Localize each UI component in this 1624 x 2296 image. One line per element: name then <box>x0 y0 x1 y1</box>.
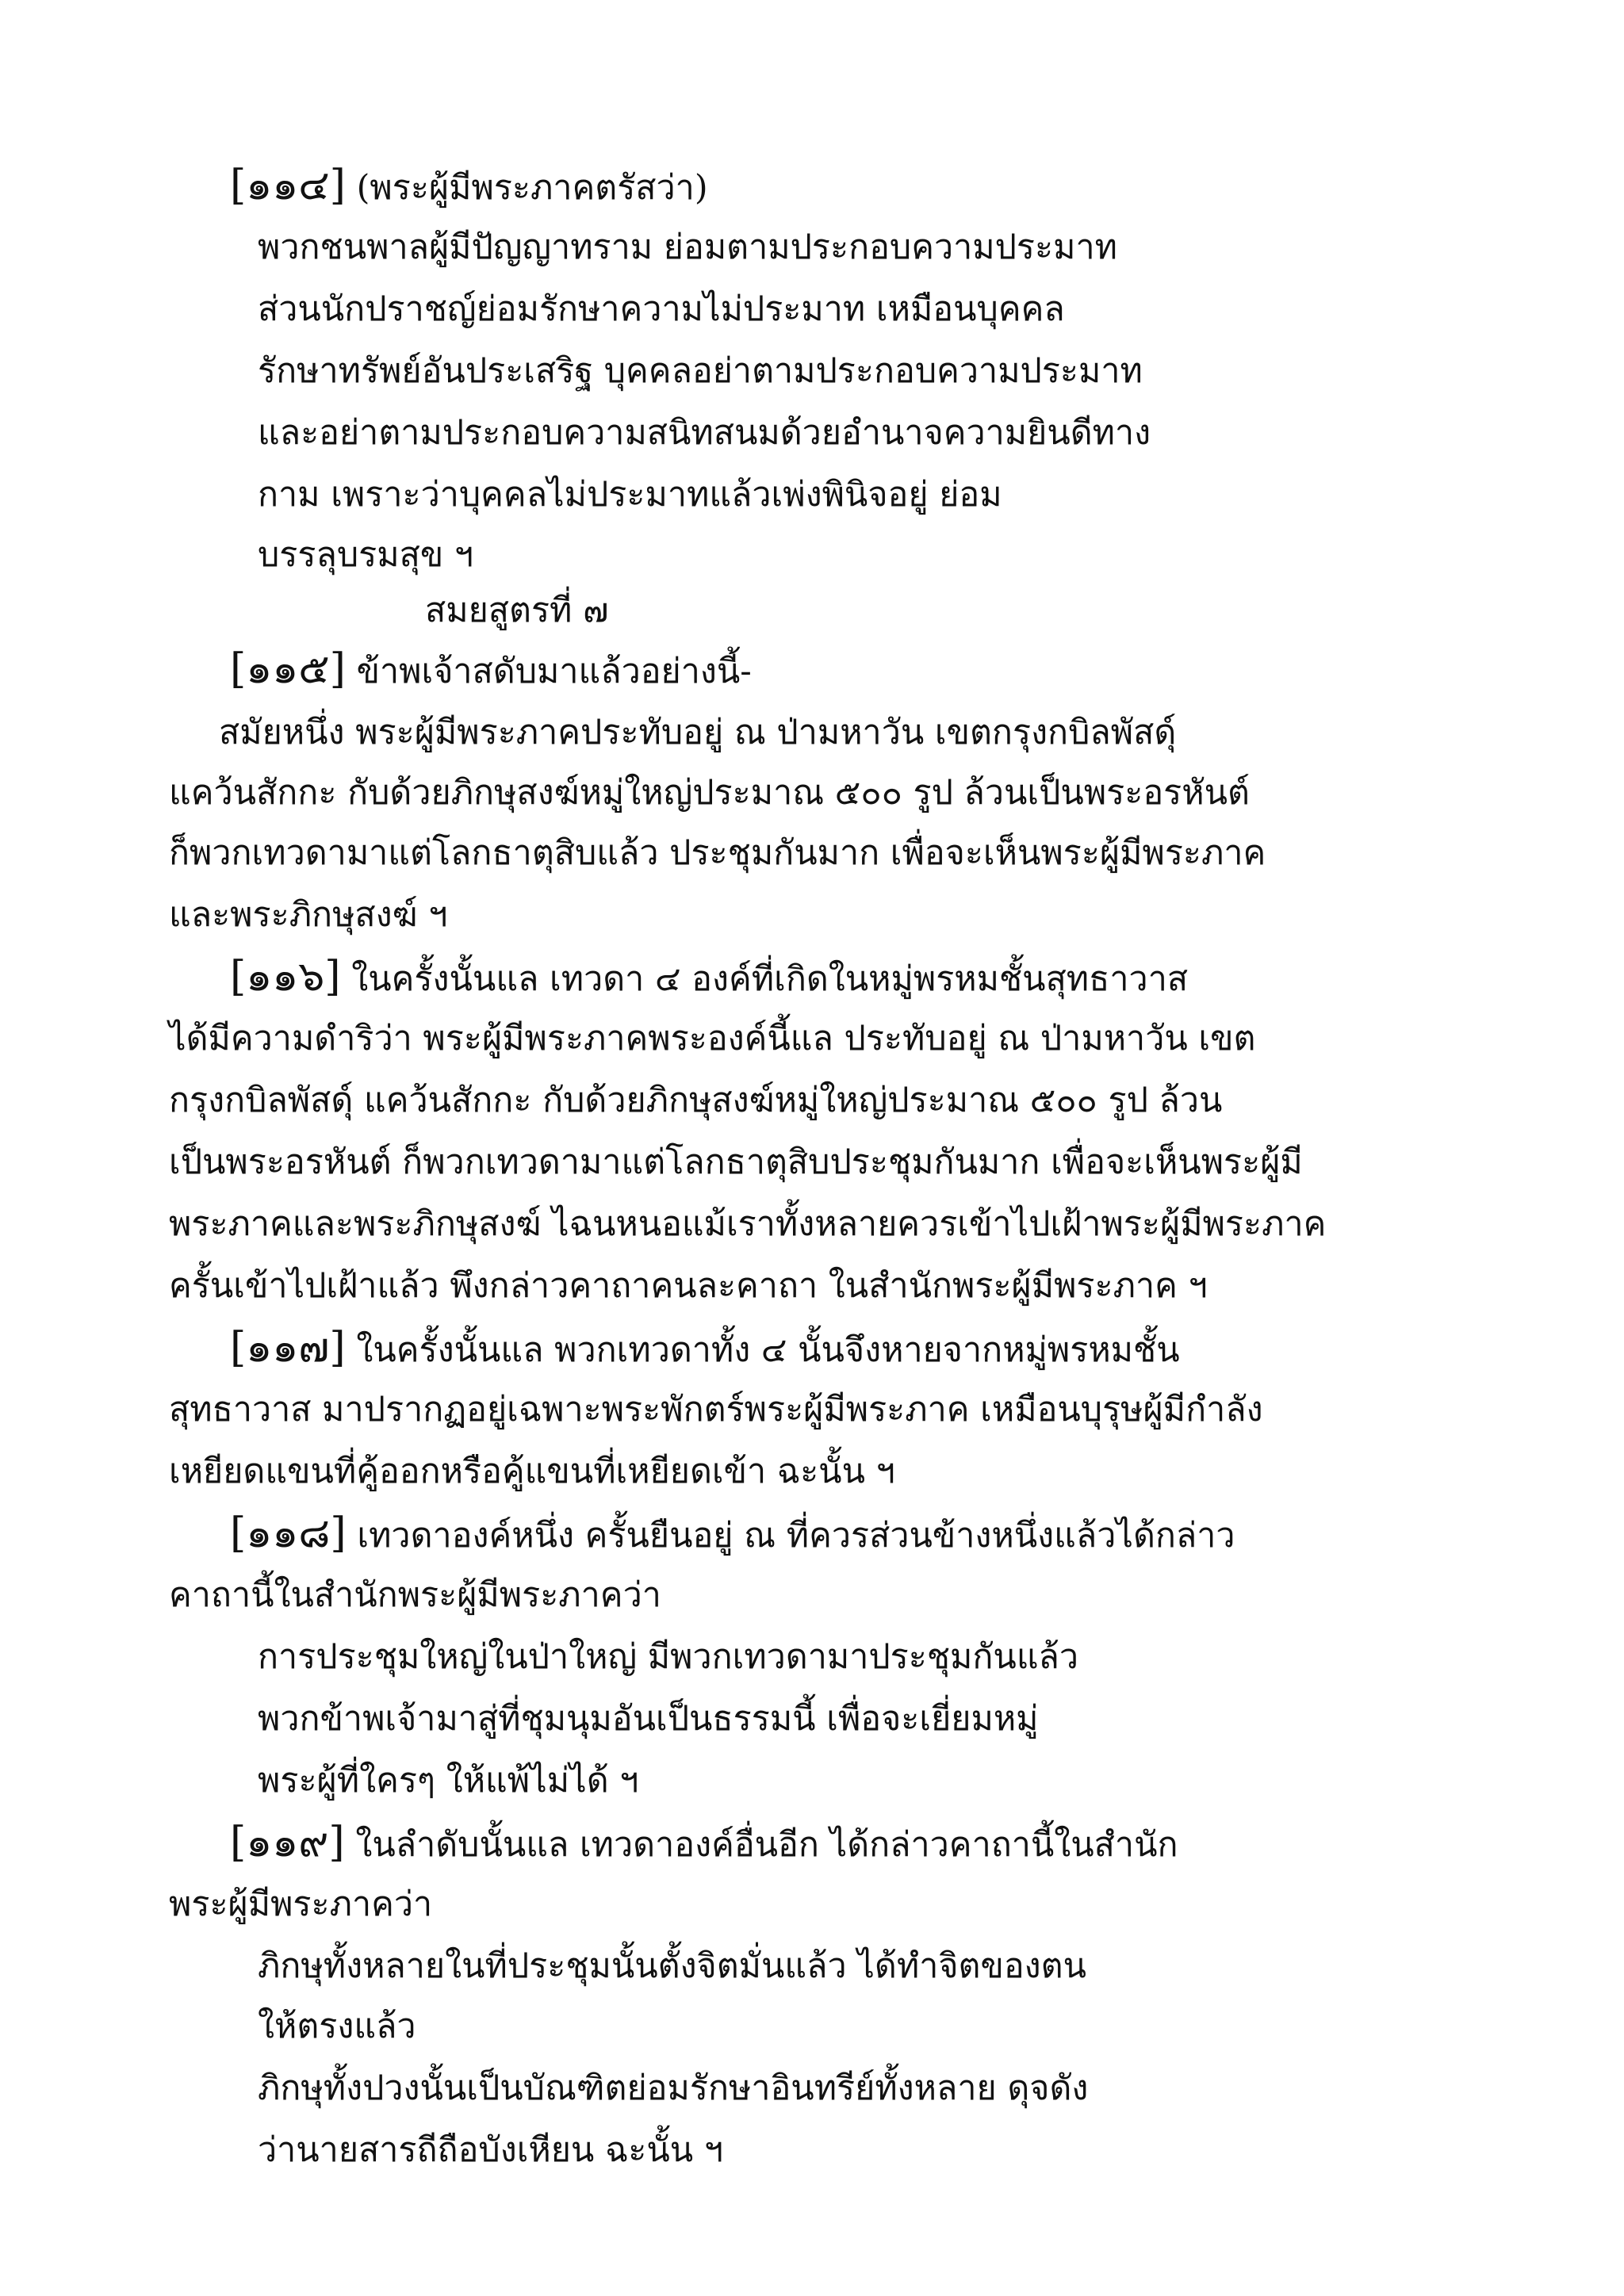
paragraph-118-text: เทวดาองค์หนึ่ง ครั้นยืนอยู่ ณ ที่ควรส่วนข้างหนึ่งแล้วได้กล่าว <box>346 1516 1235 1556</box>
paragraph-115-text: ข้าพเจ้าสดับมาแล้วอย่างนี้- <box>345 652 752 691</box>
paragraph-number-119: [๑๑๙] <box>230 1819 345 1866</box>
verse-line: พวกชนพาลผู้มีปัญญาทราม ย่อมตามประกอบความประมาท <box>258 228 1117 267</box>
paragraph-117-text: ในครั้งนั้นแล พวกเทวดาทั้ง ๔ นั้นจึงหายจากหมู่พรหมชั้น <box>345 1330 1180 1370</box>
body-line: ได้มีความดำริว่า พระผู้มีพระภาคพระองค์นี้แล ประทับอยู่ ณ ป่ามหาวัน เขต <box>169 1019 1256 1058</box>
paragraph-number-117: [๑๑๗] <box>230 1324 346 1372</box>
paragraph-117-heading <box>230 1319 1180 1379</box>
body-line: สมัยหนึ่ง พระผู้มีพระภาคประทับอยู่ ณ ป่ามหาวัน เขตกรุงกบิลพัสดุ์ <box>219 713 1177 752</box>
verse-line: พวกข้าพเจ้ามาสู่ที่ชุมนุมอันเป็นธรรมนี้ เพื่อจะเยี่ยมหมู่ <box>258 1699 1039 1739</box>
verse-line: รักษาทรัพย์อันประเสริฐ บุคคลอย่าตามประกอบความประมาท <box>258 351 1143 391</box>
verse-line: ให้ตรงแล้ว <box>258 2007 416 2046</box>
verse-line: ภิกษุทั้งหลายในที่ประชุมนั้นตั้งจิตมั่นแล้ว ได้ทำจิตของตน <box>258 1946 1086 1986</box>
body-line: สุทธาวาส มาปรากฏอยู่เฉพาะพระพักตร์พระผู้มีพระภาค เหมือนบุรุษผู้มีกำลัง <box>169 1390 1263 1429</box>
body-line: พระภาคและพระภิกษุสงฆ์ ไฉนหนอแม้เราทั้งหลายควรเข้าไปเฝ้าพระผู้มีพระภาค <box>169 1204 1327 1244</box>
paragraph-114-text: (พระผู้มีพระภาคตรัสว่า) <box>345 168 708 208</box>
paragraph-116-heading <box>230 948 1188 1008</box>
paragraph-119-heading <box>230 1814 1178 1873</box>
body-line: พระผู้มีพระภาคว่า <box>169 1885 433 1924</box>
paragraph-number-115: [๑๑๕] <box>230 645 346 693</box>
body-line: กรุงกบิลพัสดุ์ แคว้นสักกะ กับด้วยภิกษุสงฆ์หมู่ใหญ่ประมาณ ๕๐๐ รูป ล้วน <box>169 1081 1223 1120</box>
sutta-title: สมยสูตรที่ ๗ <box>425 591 609 630</box>
paragraph-118-heading <box>230 1505 1235 1564</box>
verse-line: การประชุมใหญ่ในป่าใหญ่ มีพวกเทวดามาประชุมกันแล้ว <box>258 1637 1079 1677</box>
verse-line: พระผู้ที่ใครๆ ให้แพ้ไม่ได้ ฯ <box>258 1761 639 1800</box>
verse-line: บรรลุบรมสุข ฯ <box>258 535 474 575</box>
body-line: และพระภิกษุสงฆ์ ฯ <box>169 895 448 935</box>
verse-line: กาม เพราะว่าบุคคลไม่ประมาทแล้วเพ่งพินิจอยู่ ย่อม <box>258 475 1002 515</box>
verse-line: และอย่าตามประกอบความสนิทสนมด้วยอำนาจความยินดีทาง <box>258 413 1151 453</box>
verse-line: ส่วนนักปราชญ์ย่อมรักษาความไม่ประมาท เหมือนบุคคล <box>258 289 1065 329</box>
body-line: เหยียดแขนที่คู้ออกหรือคู้แขนที่เหยียดเข้า ฉะนั้น ฯ <box>169 1452 895 1491</box>
body-line: เป็นพระอรหันต์ ก็พวกเทวดามาแต่โลกธาตุสิบประชุมกันมาก เพื่อจะเห็นพระผู้มี <box>169 1142 1303 1182</box>
verse-line: ภิกษุทั้งปวงนั้นเป็นบัณฑิตย่อมรักษาอินทรีย์ทั้งหลาย ดุจดัง <box>258 2068 1089 2108</box>
verse-line: ว่านายสารถีถือบังเหียน ฉะนั้น ฯ <box>258 2130 723 2170</box>
paragraph-number-118: [๑๑๘] <box>230 1510 347 1557</box>
paragraph-116-text: ในครั้งนั้นแล เทวดา ๔ องค์ที่เกิดในหมู่พรหมชั้นสุทธาวาส <box>340 959 1189 999</box>
paragraph-119-text: ในลำดับนั้นแล เทวดาองค์อื่นอีก ได้กล่าวคาถานี้ในสำนัก <box>344 1825 1178 1865</box>
body-line: ครั้นเข้าไปเฝ้าแล้ว พึงกล่าวคาถาคนละคาถา ในสำนักพระผู้มีพระภาค ฯ <box>169 1266 1208 1306</box>
body-line: ก็พวกเทวดามาแต่โลกธาตุสิบแล้ว ประชุมกันมาก เพื่อจะเห็นพระผู้มีพระภาค <box>169 833 1266 873</box>
paragraph-114-heading <box>230 157 708 216</box>
body-line: แคว้นสักกะ กับด้วยภิกษุสงฆ์หมู่ใหญ่ประมาณ ๕๐๐ รูป ล้วนเป็นพระอรหันต์ <box>169 773 1250 813</box>
paragraph-115-heading <box>230 641 752 700</box>
paragraph-number-114: [๑๑๔] <box>230 162 346 209</box>
paragraph-number-116: [๑๑๖] <box>230 953 341 1001</box>
body-line: คาถานี้ในสำนักพระผู้มีพระภาคว่า <box>169 1575 661 1615</box>
